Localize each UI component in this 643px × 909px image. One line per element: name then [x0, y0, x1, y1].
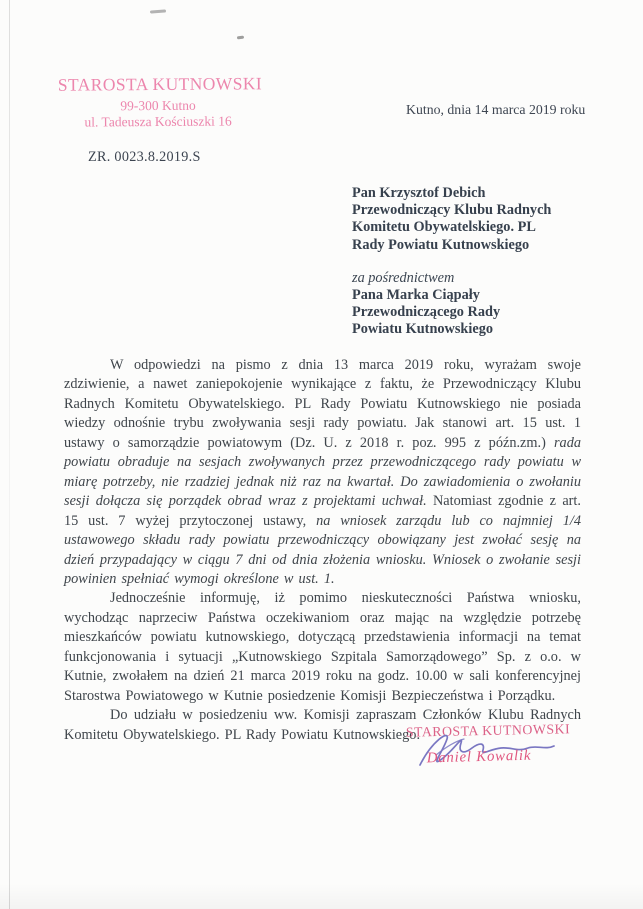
paragraph-1 [64, 356, 581, 589]
recipient-title-line: Rady Powiatu Kutnowskiego [352, 236, 530, 253]
letterhead-postal-code: 99-300 Kutno [120, 97, 196, 114]
signature-stamp-name: Daniel Kowalik [426, 747, 532, 767]
date-line: Kutno, dnia 14 marca 2019 roku [406, 102, 586, 117]
letterhead [57, 73, 263, 130]
via-person-title: Przewodniczącego Rady [352, 304, 501, 321]
signature-stamp-title: STAROSTA KUTNOWSKI [405, 721, 571, 740]
paragraph-2: Jednocześnie informuję, iż pomimo nieskuteczności Państwa wniosku, wychodząc naprzeciw Państwa oczekiwaniom oraz mając na względzie potrzebę mieszkańców powiatu kutnowskiego, dotyczącą przedstawienia informacji na temat funkcjonowania i sytuacji „Kutnowskiego Szpitala Samorządowego” Sp. z o.o. w Kutnie, zwołałem na dzień 21 marca 2019 roku na godz. 10.00 w sali konferencyjnej Starostwa Powiatowego w Kutnie posiedzenie Komisji Bezpieczeństwa i Porządku. [64, 590, 581, 704]
paragraph-3: Do udziału w posiedzeniu ww. Komisji zapraszam Członków Klubu Radnych Komitetu Obywatelskiego. PL Rady Powiatu Kutnowskiego. [64, 707, 581, 743]
via-label: za pośrednictwem [352, 269, 455, 286]
letterhead-office-name: STAROSTA KUTNOWSKI [57, 73, 263, 95]
scan-speck [150, 9, 166, 13]
recipient-title-line: Przewodniczący Klubu Radnych [352, 202, 552, 219]
reference-number: ZR. 0023.8.2019.S [88, 149, 201, 165]
paragraph-1-roman: Natomiast zgodnie z art. 15 ust. 7 wyżej przytoczonej ustawy, [64, 493, 581, 529]
paragraph-1-legal-quote: rada powiatu obraduje na sesjach zwoływanych przez przewodniczącego rady powiatu w miarę potrzeby, nie rzadziej jednak niż raz na kwartał. Do zawiadomienia o zwołaniu sesji dołącza się porządek obrad wraz z projektami uchwał. [64, 434, 581, 510]
paragraph-1-roman: W odpowiedzi na pismo z dnia 13 marca 2019 roku, wyrażam swoje zdziwienie, a nawet zaniepokojenie wynikające z faktu, że Przewodniczący Klubu Radnych Komitetu Obywatelskiego. PL Rady Powiatu Kutnowskiego nie posiada wiedzy odnośnie trybu zwoływania sesji rady powiatu. Jak stanowi art. 15 ust. 1 ustawy o samorządzie powiatowym (Dz. U. z 2018 r. poz. 995 z późn.zm.) [64, 357, 581, 451]
via-person-name: Pana Marka Ciąpały [352, 287, 480, 304]
signature-block [404, 723, 572, 783]
recipient-block [352, 185, 551, 339]
recipient-title-line: Komitetu Obywatelskiego. PL [352, 219, 536, 236]
scan-speck [237, 36, 244, 40]
scan-edge-artifact [9, 0, 10, 909]
letter-body [64, 356, 581, 745]
paragraph-1-legal-quote: na wniosek zarządu lub co najmniej 1/4 ustawowego składu rady powiatu przewodniczący obowiązany jest zwołać sesję na dzień przypadający w ciągu 7 dni od dnia złożenia wniosku. Wniosek o zwołanie sesji powinien spełniać wymogi określone w ust. 1. [64, 512, 582, 587]
via-person-title: Powiatu Kutnowskiego [352, 321, 494, 338]
recipient-name: Pan Krzysztof Debich [352, 185, 486, 201]
scan-shadow-artifact [0, 883, 643, 909]
letterhead-street-address: ul. Tadeusza Kościuszki 16 [84, 113, 232, 130]
